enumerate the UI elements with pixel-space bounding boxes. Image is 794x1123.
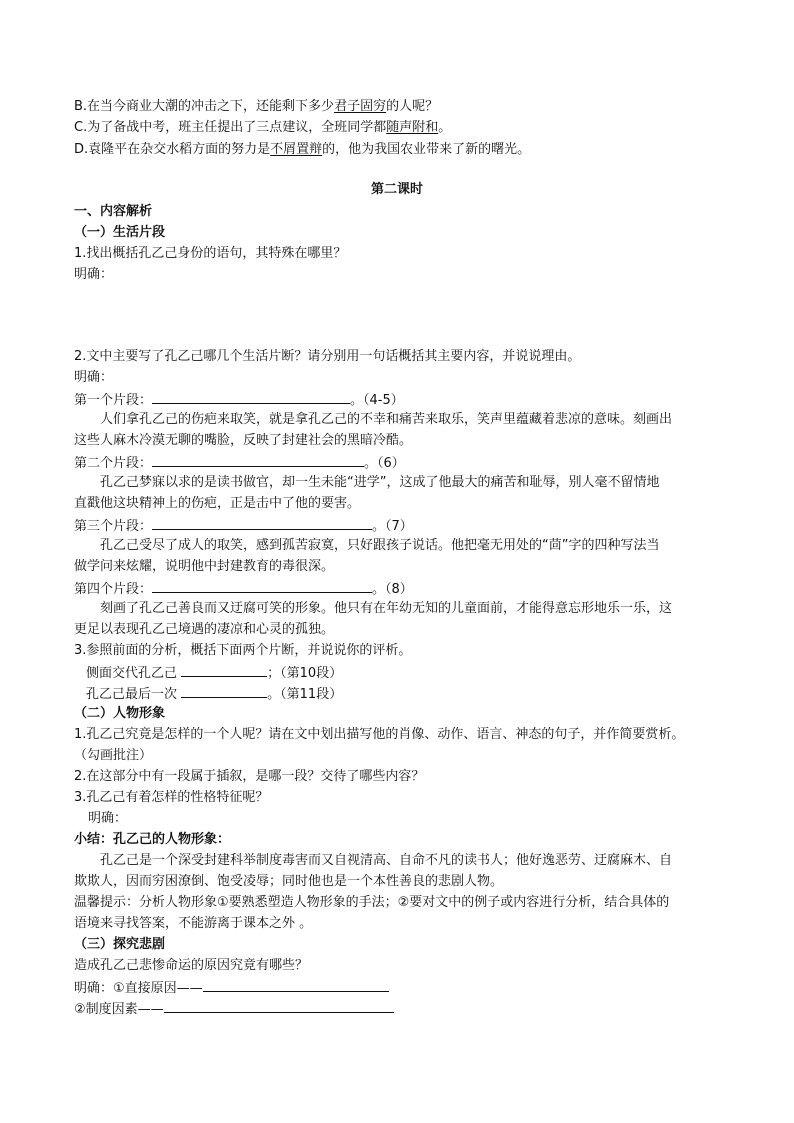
question: 3.孔乙己有着怎样的性格特征呢？	[74, 790, 269, 805]
subsection-heading: （三）探究悲剧	[74, 937, 166, 952]
option-b: B.在当今商业大潮的冲击之下，还能剩下多少君子固穷的人呢？	[74, 99, 439, 114]
answer-blank[interactable]	[203, 978, 389, 992]
summary-heading: 小结：孔乙己的人物形象：	[74, 832, 231, 847]
question: 1.找出概括孔乙己身份的语句，其特殊在哪里？	[74, 246, 347, 261]
question: 3.参照前面的分析，概括下面两个片断，并说说你的评析。	[74, 643, 412, 658]
question-note: （勾画批注）	[74, 748, 153, 763]
paragraph: 孔乙己受尽了成人的取笑，感到孤苦寂寞，只好跟孩子说话。他把毫无用处的“茴”字的四种写法当	[100, 538, 660, 553]
summary-item-1: 侧面交代孔乙己 ；（第10段）	[86, 663, 342, 683]
paragraph: 更足以表现孔乙己境遇的凄凉和心灵的孤独。	[74, 622, 335, 637]
fragment-2-line: 第二个片段： 。（6）	[74, 453, 405, 473]
subsection-heading: （一）生活片段	[74, 225, 166, 240]
tip: 语境来寻找答案，不能游离于课本之外 。	[74, 916, 313, 931]
fragment-4-line: 第四个片段： 。（8）	[74, 579, 413, 599]
lesson-title: 第二课时	[370, 182, 423, 197]
answer-blank[interactable]	[152, 453, 364, 467]
section-heading: 一、内容解析	[74, 204, 153, 219]
underlined-idiom: 随声附和	[386, 120, 439, 135]
option-d: D.袁隆平在杂交水稻方面的努力是不屑置辩的，他为我国农业带来了新的曙光。	[74, 142, 531, 157]
cause-2-line: ②制度因素——	[74, 999, 394, 1019]
question: 1.孔乙己究竟是怎样的一个人呢？请在文中划出描写他的肖像、动作、语言、神态的句子，并作简要赏析。	[74, 727, 685, 742]
answer-blank[interactable]	[164, 999, 394, 1013]
paragraph: 欺欺人，因而穷困潦倒、饱受凌辱；同时他也是一个本性善良的悲剧人物。	[74, 874, 504, 889]
answer-blank[interactable]	[181, 684, 267, 698]
paragraph: 做学问来炫耀，说明他中封建教育的毒很深。	[74, 559, 335, 574]
fragment-1-line: 第一个片段： 。（4-5）	[74, 390, 404, 410]
underlined-idiom: 不屑置辩	[270, 142, 323, 157]
option-c: C.为了备战中考，班主任提出了三点建议，全班同学都随声附和。	[74, 120, 452, 135]
question: 2.文中主要写了孔乙己哪几个生活片断？请分别用一句话概括其主要内容，并说说理由。	[74, 349, 581, 364]
subsection-heading: （二）人物形象	[74, 706, 166, 721]
cause-1-line: 明确：①直接原因——	[74, 978, 389, 998]
question: 造成孔乙己悲惨命运的原因究竟有哪些？	[74, 958, 309, 973]
answer-label: 明确：	[74, 370, 114, 385]
paragraph: 人们拿孔乙己的伤疤来取笑，就是拿孔乙己的不幸和痛苦来取乐，笑声里蕴藏着悲凉的意味。刻画出	[100, 412, 673, 427]
question: 2.在这部分中有一段属于插叙，是哪一段？交待了哪些内容？	[74, 769, 425, 784]
paragraph: 直戳他这块精神上的伤疤，正是击中了他的要害。	[74, 496, 361, 511]
answer-blank[interactable]	[152, 390, 350, 404]
answer-blank[interactable]	[152, 516, 372, 530]
summary-item-2: 孔乙己最后一次 。（第11段）	[86, 684, 342, 704]
paragraph: 这些人麻木冷漠无聊的嘴脸，反映了封建社会的黑暗冷酷。	[74, 433, 413, 448]
paragraph: 孔乙己是一个深受封建科举制度毒害而又自视清高、自命不凡的读书人；他好逸恶劳、迂腐麻木、自	[100, 853, 673, 868]
fragment-3-line: 第三个片段： 。（7）	[74, 516, 413, 536]
answer-blank[interactable]	[181, 663, 267, 677]
tip: 温馨提示：分析人物形象①要熟悉塑造人物形象的手法；②要对文中的例子或内容进行分析，结合具体的	[74, 895, 670, 910]
answer-label: 明确：	[88, 811, 128, 826]
underlined-idiom: 君子固穷	[334, 99, 387, 114]
paragraph: 孔乙己梦寐以求的是读书做官，却一生未能“进学”，这成了他最大的痛苦和耻辱，别人毫不留情地	[100, 475, 660, 490]
paragraph: 刻画了孔乙己善良而又迂腐可笑的形象。他只有在年幼无知的儿童面前，才能得意忘形地乐一乐，这	[100, 601, 673, 616]
answer-blank[interactable]	[152, 579, 372, 593]
answer-label: 明确：	[74, 267, 114, 282]
